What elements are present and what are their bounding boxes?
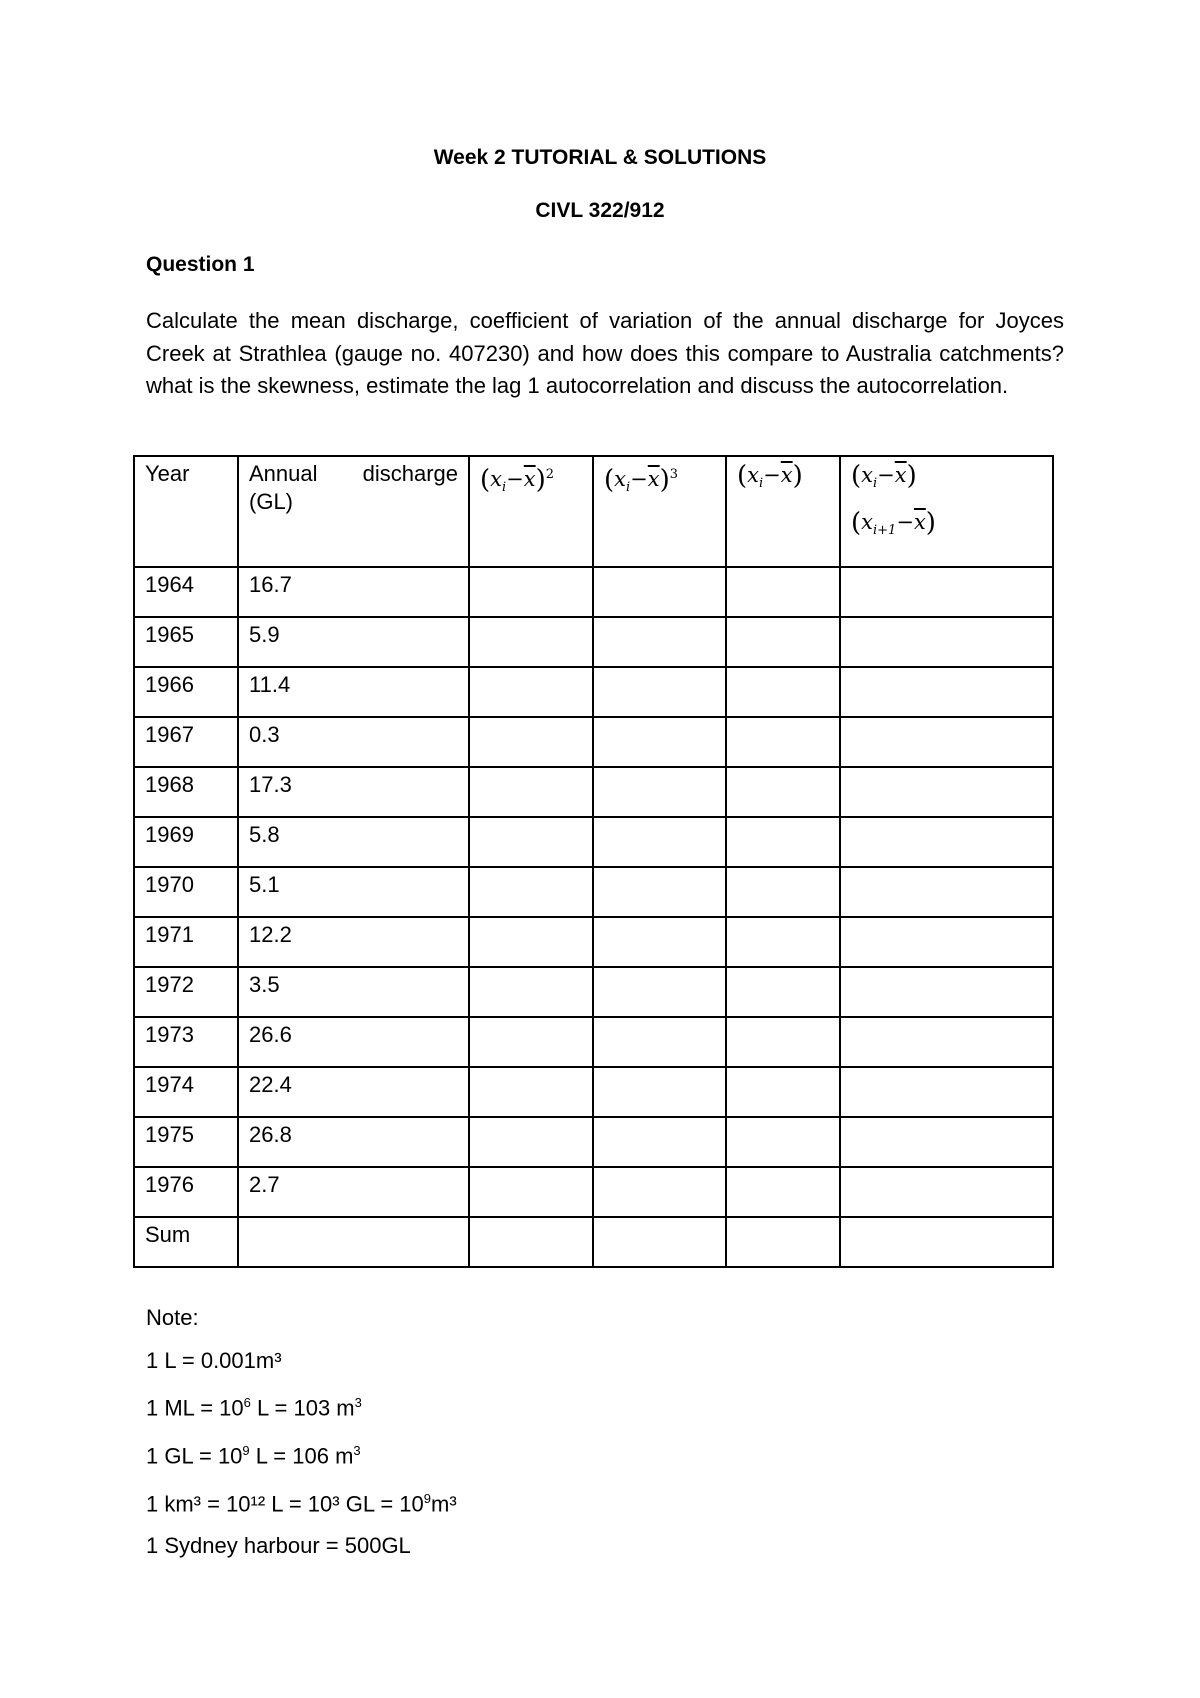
cubed-deviation-cell[interactable]: [593, 1067, 726, 1117]
deviation-formula: $(x_i-\overline{x})$: [737, 461, 803, 492]
discharge-cell: 2.7: [238, 1167, 469, 1217]
squared-deviation-cell[interactable]: [469, 1117, 593, 1167]
cubed-deviation-cell[interactable]: [593, 717, 726, 767]
note-cubic-km: 1 km³ = 10¹² L = 10³ GL = $10^9m^3$: [146, 1490, 457, 1516]
discharge-cell: 5.9: [238, 617, 469, 667]
year-cell: 1971: [134, 917, 238, 967]
lag-product-cell[interactable]: [840, 617, 1053, 667]
year-cell: 1964: [134, 567, 238, 617]
course-code: CIVL 322/912: [535, 199, 665, 222]
cubed-deviation-cell[interactable]: [593, 817, 726, 867]
table-header-row: [134, 456, 1053, 567]
lag-product-cell[interactable]: [840, 917, 1053, 967]
lag-product-cell[interactable]: [840, 567, 1053, 617]
notes-heading: Note:: [146, 1305, 199, 1330]
cubed-deviation-cell[interactable]: [593, 1217, 726, 1267]
squared-deviation-cell[interactable]: [469, 817, 593, 867]
year-cell: 1970: [134, 867, 238, 917]
lag-product-cell[interactable]: [840, 717, 1053, 767]
question-text: Calculate the mean discharge, coefficient of variation of the annual discharge for Joyces Creek at Strathlea (gauge no. 407230) and how does this compare to Australia catchments? what is the skewness, estimate the lag 1 autocorrelation and discuss the autocorrelation.: [146, 308, 1064, 398]
deviation-cell[interactable]: [726, 917, 840, 967]
year-cell: 1976: [134, 1167, 238, 1217]
question-heading: Question 1: [146, 253, 255, 276]
cubed-deviation-cell[interactable]: [593, 617, 726, 667]
discharge-cell: 16.7: [238, 567, 469, 617]
deviation-cell[interactable]: [726, 767, 840, 817]
table-row: [134, 1017, 1053, 1067]
squared-deviation-cell[interactable]: [469, 1067, 593, 1117]
squared-deviation-cell[interactable]: [469, 1217, 593, 1267]
lag-product-cell[interactable]: [840, 667, 1053, 717]
deviation-cell[interactable]: [726, 1167, 840, 1217]
year-cell: 1974: [134, 1067, 238, 1117]
note-litre: 1 L = 0.001m³: [146, 1347, 282, 1373]
lag-product-cell[interactable]: [840, 1167, 1053, 1217]
deviation-cell[interactable]: [726, 967, 840, 1017]
discharge-cell: 3.5: [238, 967, 469, 1017]
cubed-deviation-header: [593, 456, 726, 567]
discharge-cell: 17.3: [238, 767, 469, 817]
year-cell: 1975: [134, 1117, 238, 1167]
deviation-cell[interactable]: [726, 717, 840, 767]
lag-product-cell[interactable]: [840, 967, 1053, 1017]
year-cell: 1972: [134, 967, 238, 1017]
table-row: [134, 667, 1053, 717]
year-cell: 1968: [134, 767, 238, 817]
deviation-cell[interactable]: [726, 617, 840, 667]
cubed-deviation-cell[interactable]: [593, 1017, 726, 1067]
document-title: Week 2 TUTORIAL & SOLUTIONS: [433, 146, 767, 169]
lag-product-cell[interactable]: [840, 1017, 1053, 1067]
squared-deviation-formula: $(x_i-\overline{x})^2$: [480, 465, 555, 496]
lag-product-cell[interactable]: [840, 817, 1053, 867]
notes-section: [146, 1297, 457, 1568]
table-row: [134, 967, 1053, 1017]
year-cell: 1969: [134, 817, 238, 867]
deviation-cell[interactable]: [726, 1217, 840, 1267]
cubed-deviation-cell[interactable]: [593, 967, 726, 1017]
table-row: [134, 567, 1053, 617]
lag-product-formula-line2: $(x_{i+1}-\overline{x})$: [851, 508, 936, 539]
year-header: Year: [134, 456, 238, 567]
deviation-cell[interactable]: [726, 567, 840, 617]
discharge-cell: 11.4: [238, 667, 469, 717]
squared-deviation-cell[interactable]: [469, 1167, 593, 1217]
cubed-deviation-cell[interactable]: [593, 1167, 726, 1217]
squared-deviation-cell[interactable]: [469, 717, 593, 767]
squared-deviation-cell[interactable]: [469, 667, 593, 717]
squared-deviation-cell[interactable]: [469, 1017, 593, 1067]
discharge-header-label: Annual discharge: [249, 461, 458, 486]
year-cell: 1965: [134, 617, 238, 667]
deviation-cell[interactable]: [726, 867, 840, 917]
year-cell: Sum: [134, 1217, 238, 1267]
discharge-cell: 26.8: [238, 1117, 469, 1167]
cubed-deviation-cell[interactable]: [593, 917, 726, 967]
deviation-cell[interactable]: [726, 817, 840, 867]
lag-product-cell[interactable]: [840, 767, 1053, 817]
lag-product-cell[interactable]: [840, 1117, 1053, 1167]
cubed-deviation-cell[interactable]: [593, 1117, 726, 1167]
squared-deviation-header: [469, 456, 593, 567]
lag-product-formula-line1: $(x_i-\overline{x})$: [851, 461, 917, 492]
year-cell: 1967: [134, 717, 238, 767]
note-megalitre: 1 ML = $10^6$ L = 103 $m^3$: [146, 1395, 362, 1421]
lag-product-cell[interactable]: [840, 1067, 1053, 1117]
lag-product-cell[interactable]: [840, 867, 1053, 917]
squared-deviation-cell[interactable]: [469, 867, 593, 917]
cubed-deviation-cell[interactable]: [593, 567, 726, 617]
discharge-cell: 5.8: [238, 817, 469, 867]
discharge-header-unit: (GL): [249, 489, 293, 514]
discharge-cell: 0.3: [238, 717, 469, 767]
sum-discharge-cell[interactable]: [238, 1217, 469, 1267]
deviation-cell[interactable]: [726, 1017, 840, 1067]
table-row: [134, 617, 1053, 667]
lag-product-header: [840, 456, 1053, 567]
table-row: [134, 1167, 1053, 1217]
squared-deviation-cell[interactable]: [469, 967, 593, 1017]
cubed-deviation-formula: $(x_i-\overline{x})^3$: [604, 465, 679, 496]
deviation-cell[interactable]: [726, 1117, 840, 1167]
cubed-deviation-cell[interactable]: [593, 767, 726, 817]
squared-deviation-cell[interactable]: [469, 767, 593, 817]
cubed-deviation-cell[interactable]: [593, 667, 726, 717]
squared-deviation-cell[interactable]: [469, 917, 593, 967]
deviation-cell[interactable]: [726, 1067, 840, 1117]
year-cell: 1966: [134, 667, 238, 717]
table-row: [134, 1067, 1053, 1117]
discharge-cell: 22.4: [238, 1067, 469, 1117]
discharge-table: [133, 455, 1054, 1268]
deviation-header: [726, 456, 840, 567]
table-row: [134, 767, 1053, 817]
discharge-cell: 12.2: [238, 917, 469, 967]
sum-row: [134, 1217, 1053, 1267]
discharge-cell: 5.1: [238, 867, 469, 917]
deviation-cell[interactable]: [726, 667, 840, 717]
lag-product-cell[interactable]: [840, 1217, 1053, 1267]
table-row: [134, 867, 1053, 917]
squared-deviation-cell[interactable]: [469, 617, 593, 667]
table-row: [134, 717, 1053, 767]
year-cell: 1973: [134, 1017, 238, 1067]
note-gigalitre: 1 GL = $10^9$ L = 106 $m^3$: [146, 1442, 361, 1469]
discharge-header: [238, 456, 469, 567]
squared-deviation-cell[interactable]: [469, 567, 593, 617]
table-row: [134, 917, 1053, 967]
note-sydney-harbour: 1 Sydney harbour = 500GL: [146, 1533, 411, 1559]
table-row: [134, 817, 1053, 867]
cubed-deviation-cell[interactable]: [593, 867, 726, 917]
table-row: [134, 1117, 1053, 1167]
discharge-cell: 26.6: [238, 1017, 469, 1067]
